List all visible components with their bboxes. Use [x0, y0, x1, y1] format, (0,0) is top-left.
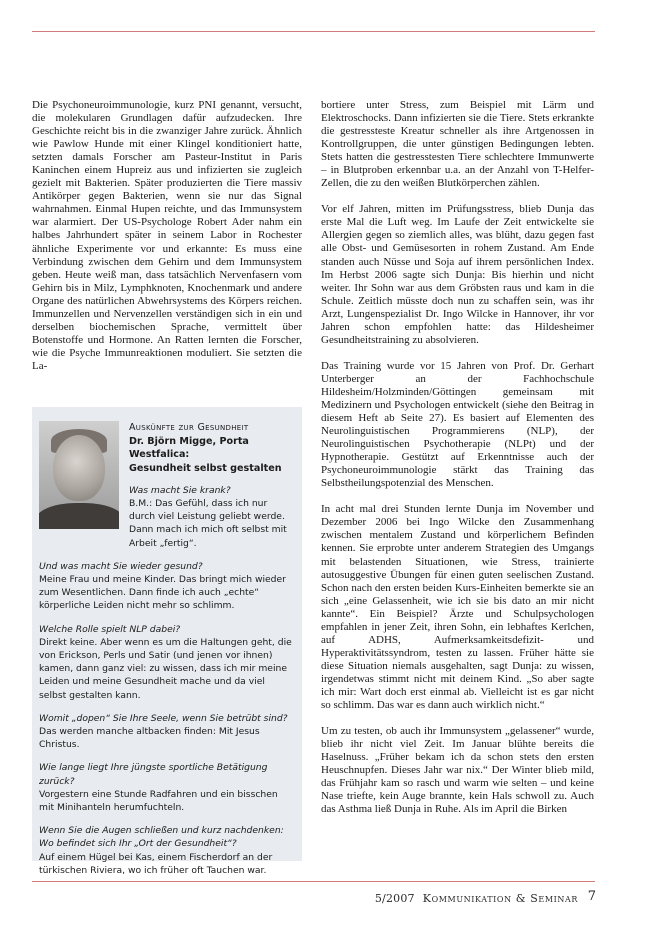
sidebar-kicker: Auskünfte zur Gesundheit [129, 422, 249, 433]
bottom-rule [32, 881, 595, 882]
paragraph: Um zu testen, ob auch ihr Immunsystem „gelassener“ wurde, blieb ihr nicht viel Zeit. Im Januar blühte bereits die Haselnuss. „Früher bekam ich da schon stets den ersten Heuschnupfen. Dieses Jahr war nix.“ Der Winter blieb mild, das Frühjahr kam so rasch und warm wie selten – und keine Nase triefte, kein Auge brannte, kein Hals schwoll zu. Auch das Asthma ließ Dunja in Ruhe. Als im April die Birken [321, 725, 594, 816]
answer: Meine Frau und meine Kinder. Das bringt mich wieder zum Wesentlichen. Dann finde ich auch „echte“ körperliche Leiden nicht mehr so schlimm. [39, 574, 286, 612]
top-rule [32, 31, 595, 32]
issue-number: 5/2007 [374, 892, 415, 905]
sidebar-headline: Gesundheit selbst gestalten [129, 462, 282, 474]
paragraph: Vor elf Jahren, mitten im Prüfungsstress, blieb Dunja das erste Mal die Luft weg. Im Laufe der Zeit entwickelte sie Allergien gegen so ziemlich alles, was blüht, dazu gegen fast alle Obst- und Gemüsesorten in rohem Zustand. Am Ende standen auch Nüsse und Soja auf ihrem persönlichen Index. Im Herbst 2006 sagte sich Dunja: Bis hierhin und nicht weiter. Ihr Sohn war aus dem Gröbsten raus und kam in die Schule. Zeitlich müsste doch nun zu schaffen sein, was ihr Arzt, Lungenspezialist Dr. Ingo Wilcke in Hannover, ihr vor Jahren schon empfohlen hatte: das Hildesheimer Gesundheitstraining zu absolvieren. [321, 203, 594, 346]
left-column [32, 99, 302, 386]
answer: Auf einem Hügel bei Kas, einem Fischerdorf an der türkischen Riviera, wo ich früher oft Tauchen war. [39, 851, 273, 876]
question: Welche Rolle spielt NLP dabei? [39, 623, 181, 635]
question: Wie lange liegt Ihre jüngste sportliche Betätigung zurück? [39, 762, 268, 787]
portrait-photo [39, 421, 119, 529]
paragraph: Das Training wurde vor 15 Jahren von Prof. Dr. Gerhart Unterberger an der Fachhochschule Hildesheim/Holzminden/Göttingen gemeinsam mit Medizinern und Psychologen entwickelt (siehe den Beitrag in diesem Heft ab Seite 27). Es basiert auf Elementen des Neurolinguistischen Programmierens (NLP), der Neurolinguistischen Psychotherapie (NLPt) und der Hypnotherapie. Gestützt auf Erkenntnisse auch der Psychoneuroimmunologie stärkt das Training das Selbstheilungspotenzial des Menschen. [321, 359, 594, 490]
paragraph: Die Psychoneuroimmunologie, kurz PNI genannt, versucht, die molekularen Grundlagen dafür aufzudecken. Ihre Geschichte reicht bis in die zwanziger Jahre zurück. Ähnlich wie Pawlow Hunde mit einer Klingel konditioniert hatte, setzten damals Forscher am Pasteur-Institut in Paris Kaninchen einem Hupreiz aus und infizierten sie zugleich gezielt mit Bakterien. Später produzierten die Tiere massiv Antikörper gegen Bakterien, wenn sie nur das Signal wahrnahmen. Einmal Hupen reichte, und das Immunsystem war alarmiert. Der US-Psychologe Robert Ader nahm ein halbes Jahrhundert später in seinem Labor in Rochester ähnliche Experimente vor und erkannte: Es muss eine Verbindung zwischen dem Gehirn und dem Immunsystem geben. Heute weiß man, dass tatsächlich Nervenfasern vom Gehirn bis in Milz, Lymphknoten, Knochenmark und andere Organe des natürlichen Abwehrsystems des Körpers reichen. Immunzellen und Nervenzellen verständigen sich in ein und derselben biochemischen Sprache, vermittelt über Botenstoffe und Hormone. An Ratten lernten die Forscher, wie die Psyche Immunreaktionen moduliert. Sie setzten die La- [32, 99, 302, 372]
page-footer [375, 892, 578, 905]
answer: Vorgestern eine Stunde Radfahren und ein bisschen mit Minihanteln herumfuchteln. [39, 788, 278, 814]
paragraph: In acht mal drei Stunden lernte Dunja im November und Dezember 2006 bei Ingo Wilcke den Zusammenhang zwischen mentalem Zustand und körperlichem Befinden kennen. Sie erprobte unter anderem Strategien des Umgangs mit belastenden Situationen, wie Stress, trainierte autosuggestive Übungen für einen guten seelischen Zustand. Schon nach den ersten beiden Kurs-Einheiten bemerkte sie an sich „eine Gelassenheit, wie ich sie bis dato an mir nicht kannte“. Ein Beispiel? Ärzte und Schulpsychologen empfahlen in jener Zeit, ihren Sohn, ein lebhaftes Kerlchen, auf ADHS, Aufmerksamkeitsdefizit- und Hyperaktivitätssyndrom, testen zu lassen. Früher hätte sie diese Situation niemals ausgehalten, sagt Dunja: zu wissen, irgendetwas stimmt nicht mit deinem Kind. „So aber sagte ich mir: Wart doch erst einmal ab. Vielleicht ist es gar nicht so schlimm. Das war es dann auch wirklich nicht.“ [321, 503, 594, 712]
question: Und was macht Sie wieder gesund? [39, 560, 203, 572]
sidebar-intro [129, 421, 294, 550]
magazine-name: Kommunikation & Seminar [422, 892, 578, 905]
sidebar-header [39, 421, 294, 550]
page-number: 7 [587, 889, 596, 904]
right-column [321, 99, 594, 829]
question: Womit „dopen“ Sie Ihre Seele, wenn Sie betrübt sind? [39, 712, 288, 724]
interview-sidebar [32, 407, 302, 876]
answer: B.M.: Das Gefühl, dass ich nur durch viel Leistung geliebt werde. Dann mach ich mich oft selbst mit Arbeit „fertig“. [129, 498, 287, 549]
paragraph: bortiere unter Stress, zum Beispiel mit Lärm und Elektroschocks. Dann infizierten sie die Tiere. Stets erkrankte die gestressteste Kreatur schneller als ihre Artgenossen in Kontrollgruppen, die unter günstigen Bedingungen lebten. Stets hatten die gestresstesten Tiere schlechtere Immunwerte – in Blutproben erkennbar u.a. an der Anzahl von T-Helfer-Zellen, die zu den weißen Blutkörperchen zählen. [321, 99, 594, 190]
question: Was macht Sie krank? [129, 484, 231, 496]
question: Wenn Sie die Augen schließen und kurz nachdenken: Wo befindet sich Ihr „Ort der Gesundheit“? [39, 825, 284, 850]
answer: Das werden manche altbacken finden: Mit Jesus Christus. [39, 726, 260, 751]
answer: Direkt keine. Aber wenn es um die Haltungen geht, die von Erickson, Perls und Satir (und jenen vor ihnen) kamen, dann ganz viel: zu wissen, dass ich mir meine Leiden und meine Gesundheit mache und da viel selbst gestalten kann. [39, 636, 292, 701]
interviewee-name: Dr. Björn Migge, Porta Westfalica: [129, 436, 249, 461]
